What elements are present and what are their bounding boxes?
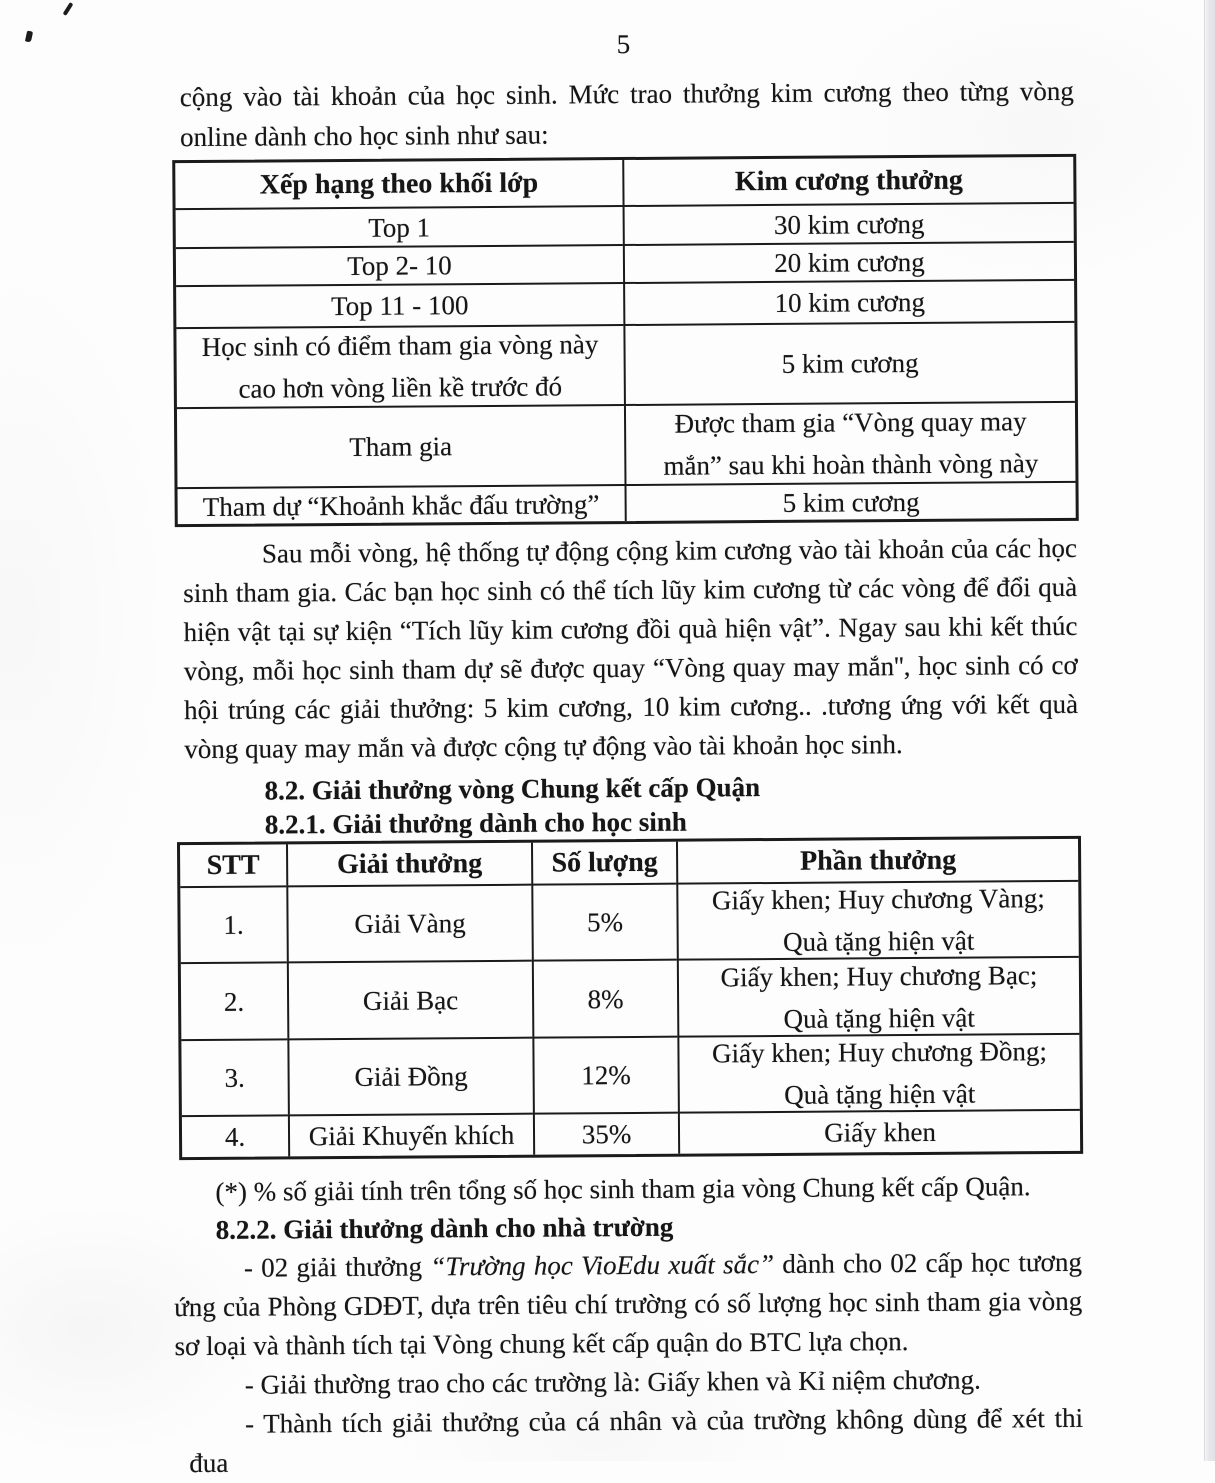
ink-mark (63, 2, 74, 16)
column-header: Xếp hạng theo khối lớp (259, 167, 539, 201)
table-cell: 5 kim cương (623, 321, 1075, 404)
table-cell: 1. (180, 885, 287, 962)
diamond-reward-table (172, 154, 1079, 527)
bullet-school-prize: - Giải thường trao cho các trường là: Giấy khen và Kỉ niệm chương. (244, 1364, 981, 1400)
reward-line: Quà tặng hiện vật (783, 1002, 975, 1034)
table-cell: Học sinh có điểm tham gia vòng này cao hơn vòng liền kề trước đó (176, 324, 624, 407)
reward-line: Quà tặng hiện vật (782, 925, 975, 957)
section-heading-8-2-1: 8.2.1. Giải thưởng dành cho học sinh (264, 806, 687, 840)
table-cell (676, 880, 1079, 959)
table-cell: 5% (531, 883, 677, 960)
table-cell (677, 1033, 1080, 1112)
prize-table (177, 836, 1083, 1160)
column-header: Giải thưởng (286, 843, 531, 886)
page-number: 5 (616, 28, 631, 60)
reward-line: Giấy khen; Huy chương Đồng; (711, 1036, 1048, 1069)
bullet-no-emulation: - Thành tích giải thưởng của cá nhân và của trường không dùng để xét thi đua (189, 1402, 1084, 1479)
table-cell: Giải Đồng (287, 1037, 533, 1115)
column-header: Phần thưởng (676, 839, 1078, 883)
reward-line: Giấy khen; Huy chương Bạc; (720, 959, 1038, 992)
table-cell: Giải Bạc (287, 960, 533, 1039)
footnote: (*) % số giải tính trên tổng số học sinh tham gia vòng Chung kết cấp Quận. (215, 1171, 1031, 1207)
reward-line: Giấy khen; Huy chương Vàng; (711, 883, 1045, 916)
reward-line: Quà tặng hiện vật (784, 1078, 976, 1110)
table-cell: 2. (181, 961, 288, 1039)
bullet-text: dành cho 02 cấp học tương ứng của Phòng GDĐT, dựa trên tiêu chí trường có số lượng học sinh tham gia vòng sơ loại và thành tích tại Vòng chung kết cấp quận do BTC lựa chọn. (174, 1246, 1083, 1362)
table-cell: Tham dự “Khoảnh khắc đấu trường” (178, 484, 625, 524)
table-cell (677, 956, 1080, 1036)
table-cell: 10 kim cương (623, 279, 1074, 324)
table-cell: Được tham gia “Vòng quay may mắn” sau khi hoàn thành vòng này (624, 401, 1076, 484)
table-cell: Top 2- 10 (176, 244, 623, 285)
body-paragraph: Sau mỗi vòng, hệ thống tự động cộng kim cương vào tài khoản của các học sinh tham gia. Các bạn học sinh có thể tích lũy kim cương từ các vòng để đổi quà hiện vật tại sự kiện “Tích lũy kim cương đồi quà hiện vật”. Ngay sau khi kết thúc vòng, mỗi học sinh tham dự sẽ được quay “Vòng quay may mắn'', học sinh có cơ hội trúng các giải thưởng: 5 kim cương, 10 kim cương.. .tương ứng với kết quà vòng quay may mắn và được cộng tự động vào tài khoản học sinh. (183, 532, 1079, 765)
bullet-school-award (174, 1243, 1083, 1366)
table-cell: 12% (532, 1036, 678, 1113)
table-cell: 4. (182, 1114, 288, 1157)
table-cell: Giải Khuyến khích (288, 1113, 533, 1157)
scan-edge-shadow (1204, 0, 1215, 1461)
intro-paragraph: cộng vào tài khoản của học sinh. Mức trao thưởng kim cương theo từng vòng online dành cho học sinh như sau: (179, 75, 1074, 153)
bullet-text: - 02 giải thưởng (243, 1251, 431, 1283)
table-cell: 30 kim cương (623, 202, 1074, 244)
reward-line: Giấy khen (824, 1116, 936, 1148)
table-cell: 35% (533, 1112, 678, 1155)
table-cell: Top 1 (176, 205, 623, 247)
column-header: STT (206, 849, 260, 881)
table-cell: Giải Vàng (286, 884, 532, 962)
section-heading-8-2: 8.2. Giải thưởng vòng Chung kết cấp Quận (264, 772, 761, 806)
table-cell: 3. (181, 1038, 288, 1115)
table-cell: Top 11 - 100 (176, 282, 623, 327)
document-content (171, 0, 1085, 1483)
table-cell: Tham gia (177, 404, 625, 487)
ink-mark (25, 30, 33, 42)
section-heading-8-2-2: 8.2.2. Giải thưởng dành cho nhà trường (215, 1211, 674, 1245)
table-cell (678, 1109, 1080, 1154)
table-cell: 20 kim cương (623, 241, 1074, 282)
award-name-italic: “Trường học VioEdu xuất sắc” (430, 1248, 775, 1282)
column-header: Kim cương thưởng (622, 157, 1073, 205)
column-header: Số lượng (531, 842, 676, 884)
table-cell: 5 kim cương (624, 481, 1075, 521)
table-cell: 8% (532, 959, 678, 1037)
